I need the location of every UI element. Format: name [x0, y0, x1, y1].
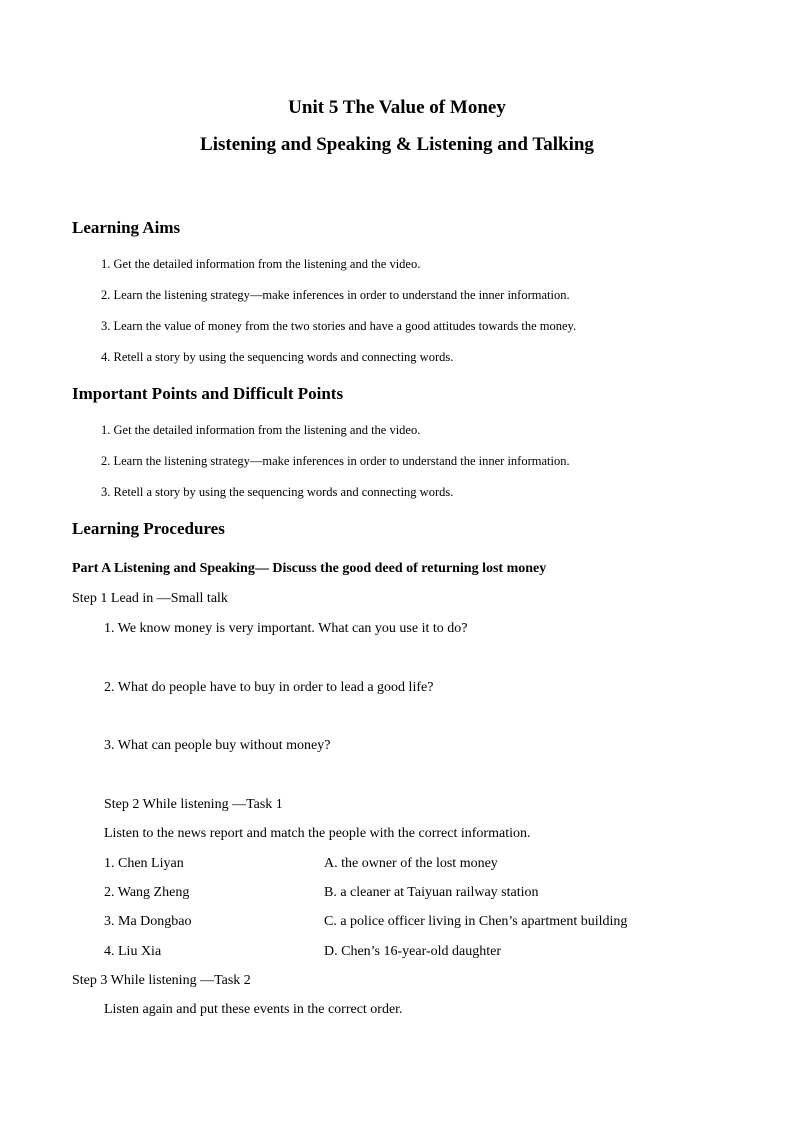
important-points-heading: Important Points and Difficult Points [72, 384, 344, 403]
match-person: 4. Liu Xia [104, 944, 162, 959]
match-person: 2. Wang Zheng [104, 885, 190, 900]
match-person: 3. Ma Dongbao [104, 914, 192, 929]
part-a-heading: Part A Listening and Speaking— Discuss the good deed of returning lost money [72, 561, 547, 576]
task2-instruction: Listen again and put these events in the correct order. [104, 1002, 403, 1017]
question-item: 2. What do people have to buy in order to lead a good life? [104, 680, 434, 695]
question-item: 3. What can people buy without money? [104, 738, 331, 753]
page-subtitle: Listening and Speaking & Listening and Talking [200, 134, 594, 155]
match-description: A. the owner of the lost money [324, 856, 498, 871]
task1-instruction: Listen to the news report and match the people with the correct information. [104, 826, 531, 841]
point-item: 2. Learn the listening strategy—make inferences in order to understand the inner information. [101, 454, 570, 468]
step1-label: Step 1 Lead in —Small talk [72, 591, 228, 606]
page-title: Unit 5 The Value of Money [288, 97, 506, 118]
learning-aims-heading: Learning Aims [72, 218, 181, 237]
learning-procedures-heading: Learning Procedures [72, 519, 225, 538]
aim-item: 1. Get the detailed information from the listening and the video. [101, 257, 421, 271]
aim-item: 3. Learn the value of money from the two stories and have a good attitudes towards the money. [101, 319, 577, 333]
match-person: 1. Chen Liyan [104, 856, 184, 871]
aim-item: 2. Learn the listening strategy—make inferences in order to understand the inner information. [101, 288, 570, 302]
match-description: C. a police officer living in Chen’s apartment building [324, 914, 628, 929]
point-item: 1. Get the detailed information from the listening and the video. [101, 423, 421, 437]
match-description: B. a cleaner at Taiyuan railway station [324, 885, 539, 900]
step2-label: Step 2 While listening —Task 1 [104, 797, 283, 812]
question-item: 1. We know money is very important. What can you use it to do? [104, 621, 468, 636]
step3-label: Step 3 While listening —Task 2 [72, 973, 251, 988]
point-item: 3. Retell a story by using the sequencing words and connecting words. [101, 485, 454, 499]
aim-item: 4. Retell a story by using the sequencing words and connecting words. [101, 350, 454, 364]
match-description: D. Chen’s 16-year-old daughter [324, 944, 502, 959]
